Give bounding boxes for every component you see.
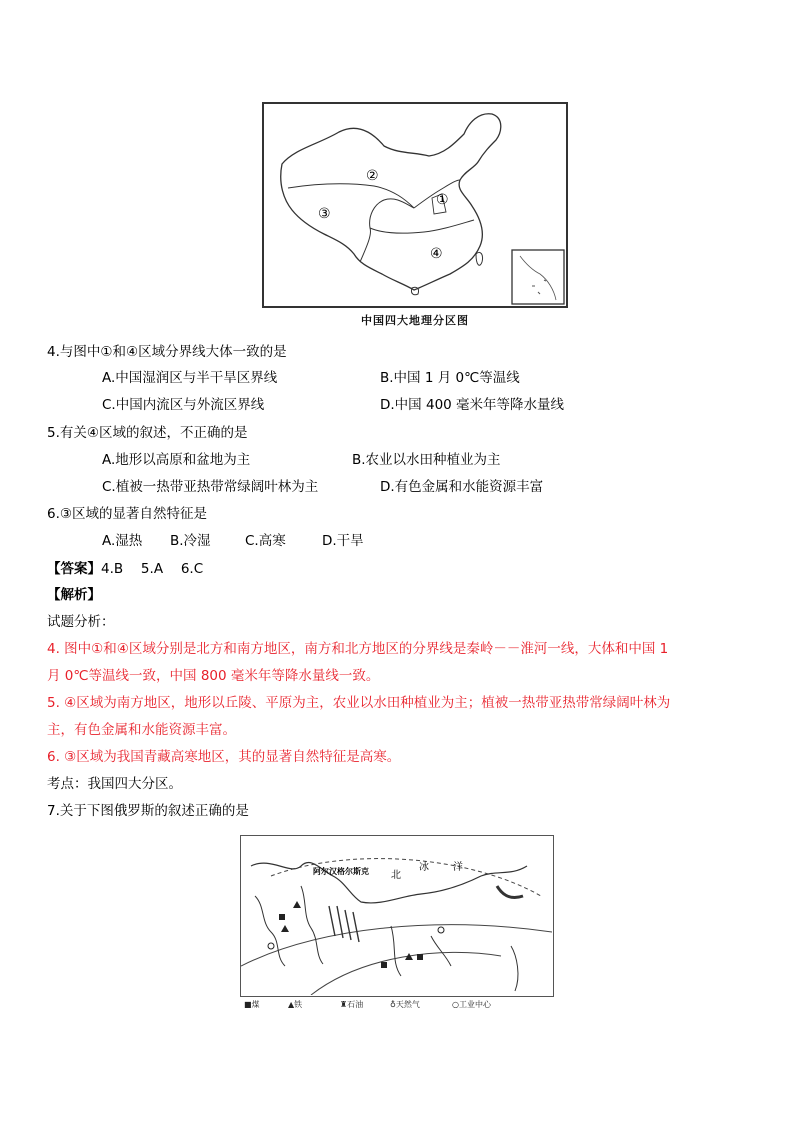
question-4-option-a: A.中国湿润区与半干旱区界线 [102, 370, 278, 386]
map-label-bing: 冰 [419, 862, 429, 873]
answer-line [47, 559, 203, 579]
analysis-intro: 试题分析： [47, 614, 115, 630]
question-6-stem: 6.③区域的显著自然特征是 [47, 506, 207, 522]
region-marker-3: ③ [318, 206, 331, 222]
analysis-4-line-1: 4. 图中①和④区域分别是北方和南方地区，南方和北方地区的分界线是秦岭－－淮河一线，大体和中国 1 [47, 641, 669, 657]
question-7-stem: 7.关于下图俄罗斯的叙述正确的是 [47, 803, 249, 819]
answer-values: 4.B 5.A 6.C [101, 561, 204, 577]
question-6-option-d: D.干旱 [322, 533, 364, 549]
map-label-bei: 北 [391, 870, 401, 881]
answer-label: 【答案】 [47, 561, 101, 577]
analysis-label: 【解析】 [47, 587, 101, 603]
analysis-4-line-2: 月 0℃等温线一致，中国 800 毫米年等降水量线一致。 [47, 668, 380, 684]
kaodian: 考点：我国四大分区。 [47, 776, 182, 792]
question-4-stem: 4.与图中①和④区域分界线大体一致的是 [47, 344, 287, 360]
question-6-option-c: C.高寒 [245, 533, 286, 549]
map-caption: 中国四大地理分区图 [361, 314, 469, 327]
map-label-yang: 洋 [453, 862, 463, 873]
analysis-6: 6. ③区域为我国青藏高寒地区，其的显著自然特征是高寒。 [47, 749, 401, 765]
legend-industrial-center: ○工业中心 [452, 1000, 491, 1009]
legend-oil: ♜石油 [340, 1000, 364, 1009]
russia-map-drawing [241, 836, 552, 995]
question-5-option-c: C.植被一热带亚热带常绿阔叶林为主 [102, 479, 319, 495]
china-map-drawing [264, 104, 566, 306]
legend-iron: ▲铁 [288, 1000, 303, 1009]
question-5-option-d: D.有色金属和水能资源丰富 [380, 479, 544, 495]
question-6-option-a: A.湿热 [102, 533, 143, 549]
region-marker-2: ② [366, 168, 379, 184]
region-marker-4: ④ [430, 246, 443, 262]
region-marker-1: ① [436, 192, 449, 208]
legend-coal: ■煤 [244, 1000, 260, 1009]
map-label-arkhangelsk: 阿尔汉格尔斯克 [313, 867, 369, 876]
analysis-5-line-1: 5. ④区域为南方地区，地形以丘陵、平原为主，农业以水田种植业为主；植被一热带亚热带常绿阔叶林为 [47, 695, 671, 711]
analysis-5-line-2: 主，有色金属和水能资源丰富。 [47, 722, 236, 738]
question-5-stem: 5.有关④区域的叙述，不正确的是 [47, 425, 248, 441]
question-5-option-b: B.农业以水田种植业为主 [352, 452, 501, 468]
question-4-option-d: D.中国 400 毫米年等降水量线 [380, 397, 565, 413]
question-4-option-b: B.中国 1 月 0℃等温线 [380, 370, 520, 386]
question-6-option-b: B.冷湿 [170, 533, 211, 549]
russia-map-legend [240, 998, 554, 1012]
question-5-option-a: A.地形以高原和盆地为主 [102, 452, 251, 468]
russia-map [240, 835, 554, 997]
legend-gas: ♁天然气 [390, 1000, 420, 1009]
china-regions-map [262, 102, 568, 308]
question-4-option-c: C.中国内流区与外流区界线 [102, 397, 265, 413]
